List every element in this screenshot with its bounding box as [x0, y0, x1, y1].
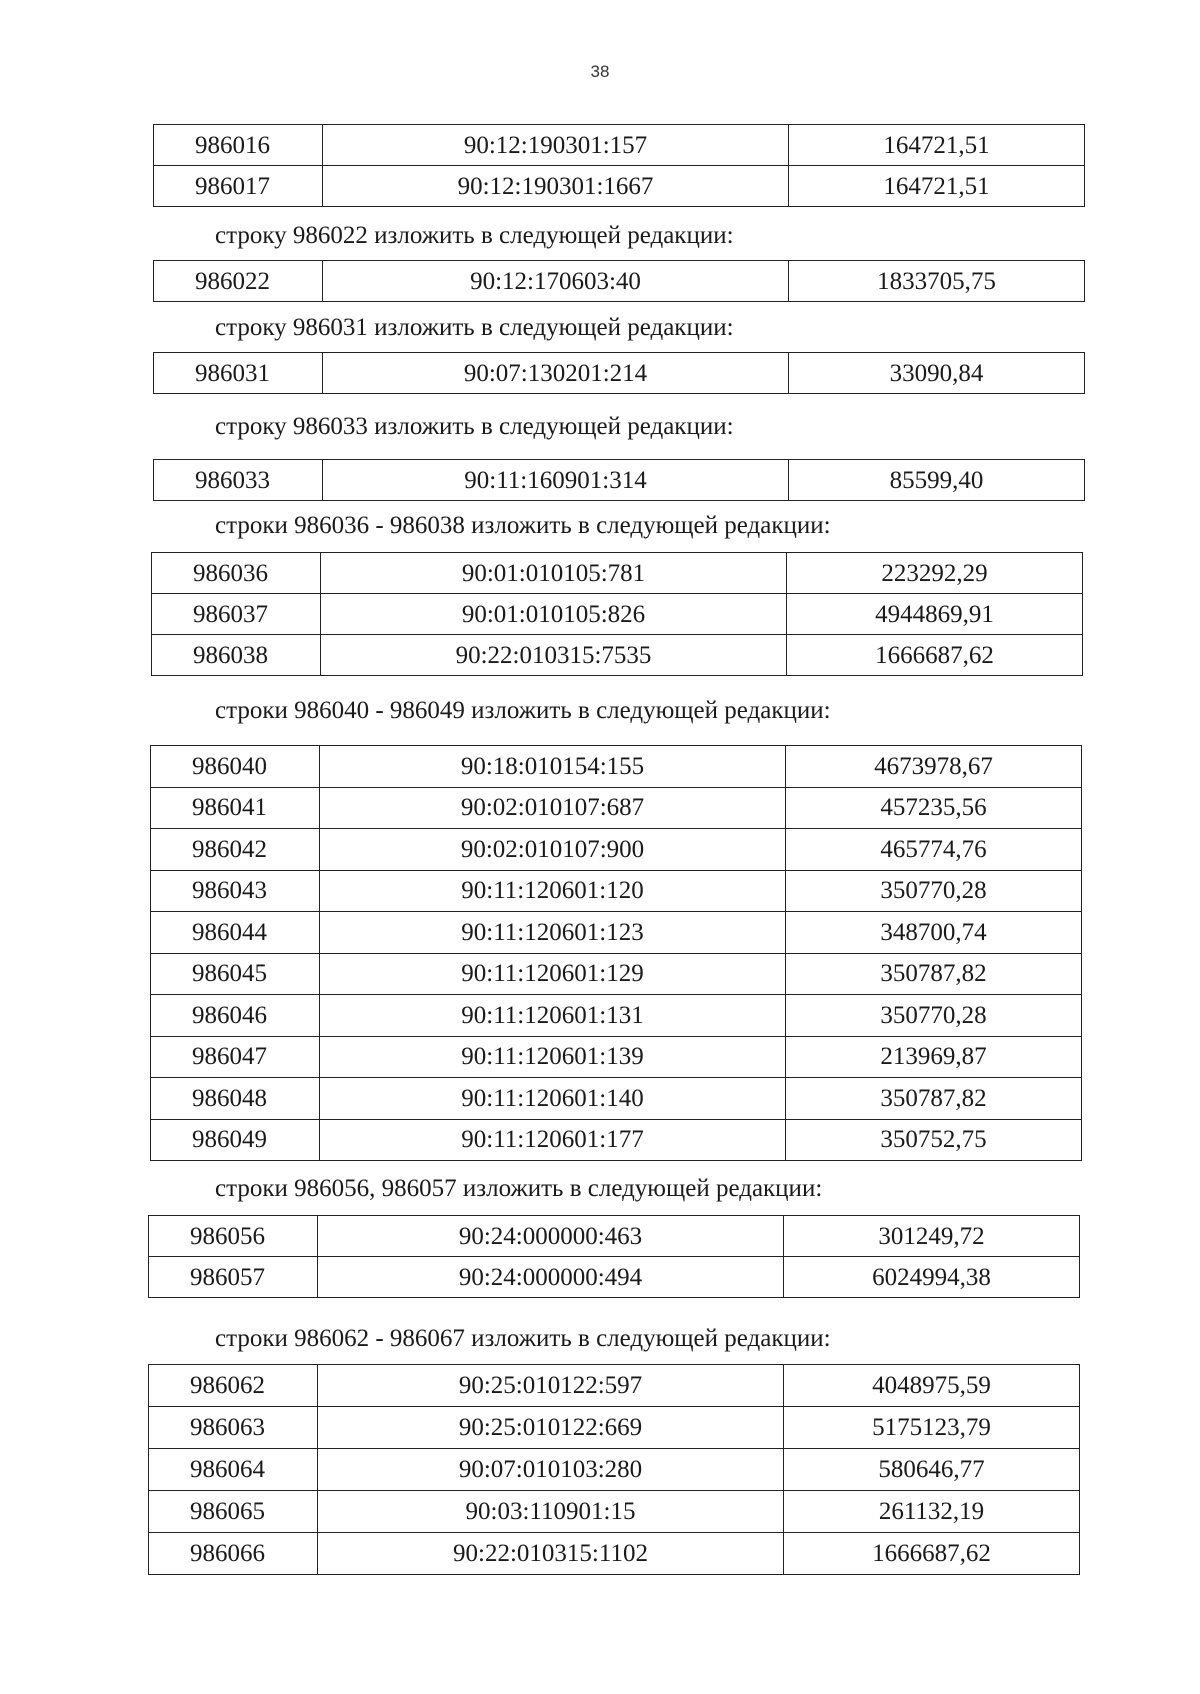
- data-table: [148, 1215, 1080, 1298]
- table-row: [151, 829, 1082, 871]
- row-number-cell: 986056: [149, 1216, 318, 1257]
- value-cell: 164721,51: [789, 125, 1085, 166]
- cadastral-number-cell: 90:11:160901:314: [323, 460, 789, 501]
- row-number-cell: 986057: [149, 1257, 318, 1298]
- value-cell: 4944869,91: [787, 594, 1083, 635]
- cadastral-number-cell: 90:01:010105:826: [321, 594, 787, 635]
- value-cell: 1833705,75: [789, 261, 1085, 302]
- value-cell: 164721,51: [789, 166, 1085, 207]
- section-intro: строки 986062 - 986067 изложить в следующей редакции:: [215, 1325, 831, 1352]
- table-row: [152, 635, 1083, 676]
- section-intro: строку 986022 изложить в следующей редакции:: [215, 222, 734, 249]
- value-cell: 213969,87: [786, 1036, 1082, 1078]
- table-row: [151, 1119, 1082, 1161]
- cadastral-number-cell: 90:18:010154:155: [320, 746, 786, 788]
- row-number-cell: 986049: [151, 1119, 320, 1161]
- row-number-cell: 986036: [152, 553, 321, 594]
- row-number-cell: 986031: [154, 353, 323, 394]
- cadastral-number-cell: 90:11:120601:131: [320, 995, 786, 1037]
- value-cell: 301249,72: [784, 1216, 1080, 1257]
- row-number-cell: 986042: [151, 829, 320, 871]
- data-table: [153, 352, 1085, 394]
- section-intro: строку 986033 изложить в следующей редакции:: [215, 413, 734, 440]
- row-number-cell: 986037: [152, 594, 321, 635]
- row-number-cell: 986038: [152, 635, 321, 676]
- cadastral-number-cell: 90:11:120601:120: [320, 870, 786, 912]
- cadastral-number-cell: 90:07:010103:280: [318, 1449, 784, 1491]
- row-number-cell: 986045: [151, 953, 320, 995]
- row-number-cell: 986047: [151, 1036, 320, 1078]
- table-row: [152, 553, 1083, 594]
- value-cell: 5175123,79: [784, 1407, 1080, 1449]
- table-row: [154, 261, 1085, 302]
- table-row: [151, 1078, 1082, 1120]
- value-cell: 4048975,59: [784, 1365, 1080, 1407]
- value-cell: 350787,82: [786, 1078, 1082, 1120]
- row-number-cell: 986044: [151, 912, 320, 954]
- section-intro: строки 986056, 986057 изложить в следующей редакции:: [215, 1175, 823, 1202]
- value-cell: 350752,75: [786, 1119, 1082, 1161]
- value-cell: 350770,28: [786, 870, 1082, 912]
- table-row: [151, 912, 1082, 954]
- table-row: [151, 995, 1082, 1037]
- table-row: [151, 787, 1082, 829]
- value-cell: 1666687,62: [787, 635, 1083, 676]
- value-cell: 350787,82: [786, 953, 1082, 995]
- cadastral-number-cell: 90:22:010315:7535: [321, 635, 787, 676]
- value-cell: 350770,28: [786, 995, 1082, 1037]
- row-number-cell: 986065: [149, 1491, 318, 1533]
- table-row: [152, 594, 1083, 635]
- row-number-cell: 986033: [154, 460, 323, 501]
- cadastral-number-cell: 90:11:120601:139: [320, 1036, 786, 1078]
- page-number: 38: [590, 62, 610, 81]
- cadastral-number-cell: 90:11:120601:140: [320, 1078, 786, 1120]
- section-intro: строки 986036 - 986038 изложить в следующей редакции:: [215, 512, 831, 539]
- cadastral-number-cell: 90:25:010122:669: [318, 1407, 784, 1449]
- value-cell: 85599,40: [789, 460, 1085, 501]
- cadastral-number-cell: 90:02:010107:900: [320, 829, 786, 871]
- data-table: [153, 124, 1085, 207]
- table-row: [151, 746, 1082, 788]
- value-cell: 4673978,67: [786, 746, 1082, 788]
- row-number-cell: 986017: [154, 166, 323, 207]
- cadastral-number-cell: 90:24:000000:494: [318, 1257, 784, 1298]
- table-row: [149, 1365, 1080, 1407]
- value-cell: 261132,19: [784, 1491, 1080, 1533]
- value-cell: 6024994,38: [784, 1257, 1080, 1298]
- row-number-cell: 986063: [149, 1407, 318, 1449]
- cadastral-number-cell: 90:11:120601:177: [320, 1119, 786, 1161]
- data-table: [148, 1364, 1080, 1575]
- value-cell: 580646,77: [784, 1449, 1080, 1491]
- value-cell: 348700,74: [786, 912, 1082, 954]
- value-cell: 223292,29: [787, 553, 1083, 594]
- cadastral-number-cell: 90:03:110901:15: [318, 1491, 784, 1533]
- table-row: [149, 1407, 1080, 1449]
- table-row: [151, 870, 1082, 912]
- table-row: [154, 353, 1085, 394]
- cadastral-number-cell: 90:11:120601:123: [320, 912, 786, 954]
- cadastral-number-cell: 90:12:190301:1667: [323, 166, 789, 207]
- table-row: [149, 1533, 1080, 1575]
- row-number-cell: 986043: [151, 870, 320, 912]
- row-number-cell: 986040: [151, 746, 320, 788]
- cadastral-number-cell: 90:01:010105:781: [321, 553, 787, 594]
- data-table: [153, 260, 1085, 302]
- cadastral-number-cell: 90:12:190301:157: [323, 125, 789, 166]
- table-row: [151, 953, 1082, 995]
- cadastral-number-cell: 90:02:010107:687: [320, 787, 786, 829]
- row-number-cell: 986062: [149, 1365, 318, 1407]
- table-row: [151, 1036, 1082, 1078]
- value-cell: 465774,76: [786, 829, 1082, 871]
- table-row: [149, 1491, 1080, 1533]
- cadastral-number-cell: 90:07:130201:214: [323, 353, 789, 394]
- table-row: [149, 1257, 1080, 1298]
- value-cell: 1666687,62: [784, 1533, 1080, 1575]
- row-number-cell: 986022: [154, 261, 323, 302]
- table-row: [149, 1216, 1080, 1257]
- row-number-cell: 986048: [151, 1078, 320, 1120]
- data-table: [150, 745, 1082, 1161]
- table-row: [154, 460, 1085, 501]
- row-number-cell: 986041: [151, 787, 320, 829]
- cadastral-number-cell: 90:22:010315:1102: [318, 1533, 784, 1575]
- cadastral-number-cell: 90:25:010122:597: [318, 1365, 784, 1407]
- cadastral-number-cell: 90:11:120601:129: [320, 953, 786, 995]
- data-table: [151, 552, 1083, 676]
- section-intro: строки 986040 - 986049 изложить в следующей редакции:: [215, 697, 831, 724]
- row-number-cell: 986064: [149, 1449, 318, 1491]
- value-cell: 457235,56: [786, 787, 1082, 829]
- value-cell: 33090,84: [789, 353, 1085, 394]
- data-table: [153, 459, 1085, 501]
- cadastral-number-cell: 90:24:000000:463: [318, 1216, 784, 1257]
- table-row: [149, 1449, 1080, 1491]
- row-number-cell: 986046: [151, 995, 320, 1037]
- cadastral-number-cell: 90:12:170603:40: [323, 261, 789, 302]
- row-number-cell: 986066: [149, 1533, 318, 1575]
- table-row: [154, 125, 1085, 166]
- table-row: [154, 166, 1085, 207]
- section-intro: строку 986031 изложить в следующей редакции:: [215, 314, 734, 341]
- row-number-cell: 986016: [154, 125, 323, 166]
